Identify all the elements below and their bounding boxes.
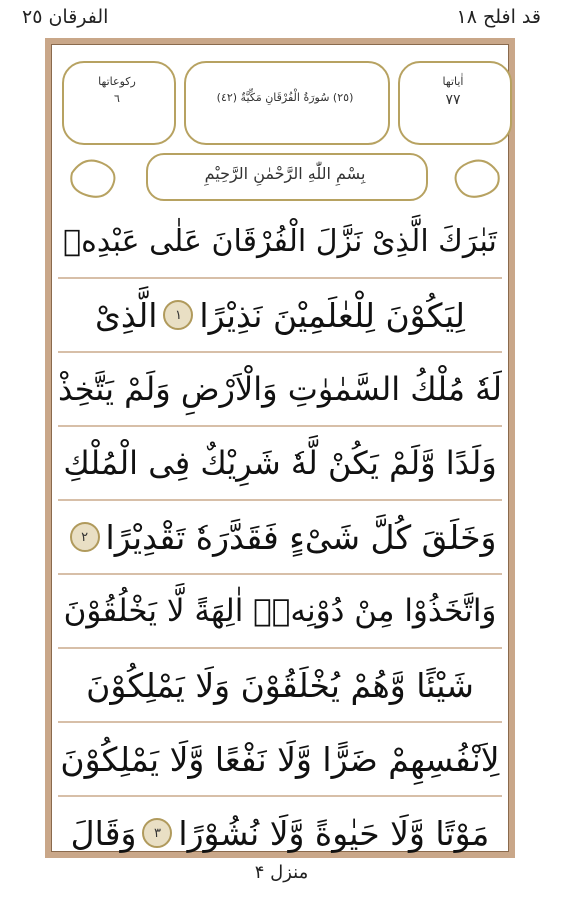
- ayah-number-icon: ١: [163, 300, 193, 330]
- verse-line-2: [58, 279, 502, 353]
- verse-text: وَاتَّخَذُوْا مِنْ دُوْنِهٖۤ اٰلِهَةً لَّا یَخْلُقُوْنَ: [63, 593, 497, 629]
- verse-text: مَوْتًا وَّلَا حَیٰوةً وَّلَا نُشُوْرًا: [178, 813, 490, 853]
- ruku-label: رکوعاتها: [98, 75, 136, 88]
- juz-name-header: قد افلح ١٨: [456, 6, 541, 28]
- ayah-value: ٧٧: [445, 92, 461, 108]
- verse-text: شَیْئًا وَّهُمْ یُخْلَقُوْنَ وَلَا یَمْلِكُوْنَ: [86, 665, 474, 705]
- verse-text-continued: الَّذِیْ: [95, 295, 158, 335]
- ayah-number-icon: ٣: [142, 818, 172, 848]
- ayah-label: اٰیاتها: [442, 75, 464, 88]
- verse-line-9: [58, 797, 502, 869]
- verse-line-4: [58, 427, 502, 501]
- verses-area: [58, 205, 502, 853]
- page-frame: [45, 38, 515, 858]
- ayah-count-box: [412, 75, 494, 108]
- verse-text-continued: وَقَالَ: [70, 813, 137, 853]
- verse-line-1: [58, 205, 502, 279]
- surah-title: (٢٥) سُورَةُ الْفُرْقَانِ مَكِّيَّةٌ (٤٢): [216, 91, 354, 104]
- ruku-count-box: [76, 75, 158, 105]
- ayah-number-icon: ٢: [70, 522, 100, 552]
- verse-line-3: [58, 353, 502, 427]
- page-header: [0, 0, 563, 40]
- manzil-footer: منزل ۴: [254, 862, 309, 883]
- verse-text: لَهٗ مُلْكُ السَّمٰوٰتِ وَالْاَرْضِ وَلَمْ یَتَّخِذْ: [58, 370, 502, 408]
- verse-line-7: [58, 649, 502, 723]
- verse-line-5: [58, 501, 502, 575]
- page-inner: [51, 44, 509, 852]
- ruku-value: ٦: [114, 92, 120, 105]
- verse-text: تَبٰرَكَ الَّذِیْ نَزَّلَ الْفُرْقَانَ عَلٰی عَبْدِهٖ: [63, 223, 497, 259]
- verse-text: لِیَكُوْنَ لِلْعٰلَمِیْنَ نَذِیْرًا: [199, 295, 465, 335]
- surah-name-header: الفرقان ٢٥: [22, 6, 109, 28]
- verse-line-6: [58, 575, 502, 649]
- bismillah-text: بِسْمِ اللّٰهِ الرَّحْمٰنِ الرَّحِيْمِ: [204, 164, 366, 183]
- verse-text: وَخَلَقَ كُلَّ شَیْءٍ فَقَدَّرَهٗ تَقْدِیْرًا: [105, 517, 497, 557]
- verse-line-8: [58, 723, 502, 797]
- verse-text: لِاَنْفُسِهِمْ ضَرًّا وَّلَا نَفْعًا وَّلَا یَمْلِكُوْنَ: [60, 739, 500, 779]
- verse-text: وَلَدًا وَّلَمْ یَكُنْ لَّهٗ شَرِیْكٌ فِی الْمُلْكِ: [63, 444, 497, 482]
- surah-heading-ornament: [62, 53, 498, 201]
